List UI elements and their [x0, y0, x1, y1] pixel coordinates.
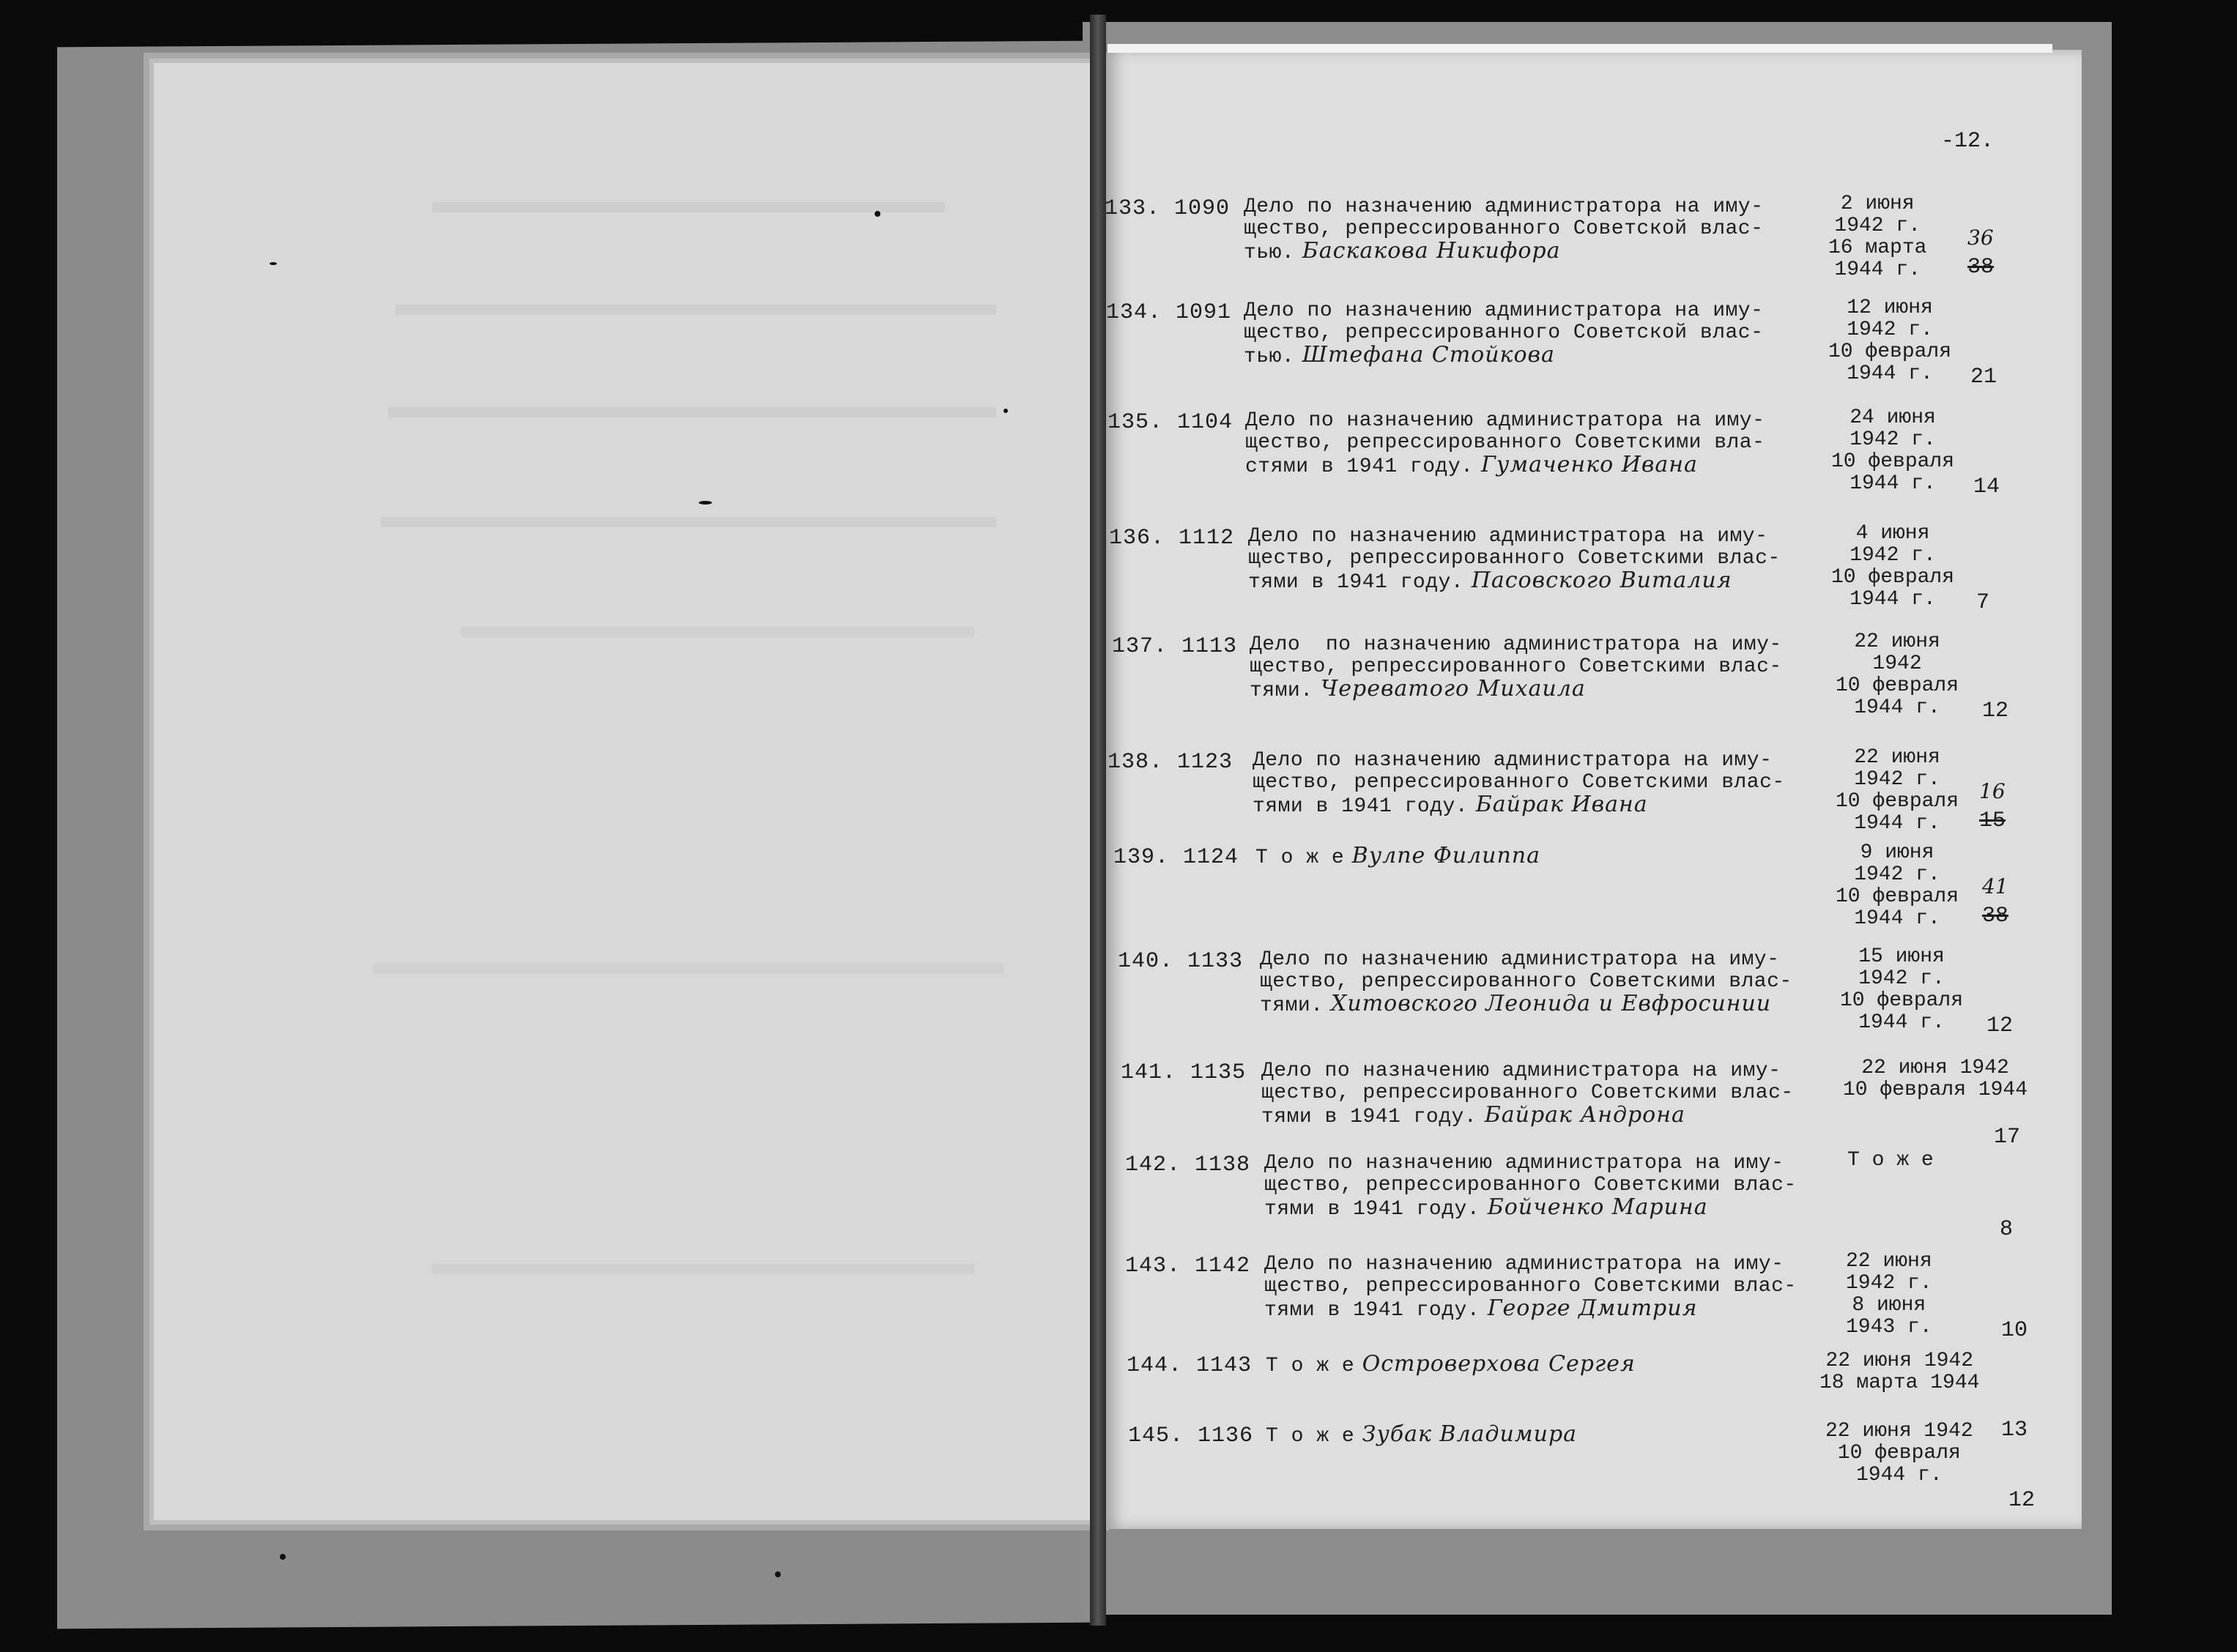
- description-line: стями в 1941 году.: [1245, 455, 1474, 478]
- entry-dates: 22 июня 1942 18 марта 1944: [1819, 1350, 1980, 1394]
- sheet-count: 12: [1986, 1013, 2014, 1038]
- description-line: щество, репрессированного Советскими влас-: [1248, 547, 1781, 570]
- description-line: щество, репрессированного Советскими влас-: [1253, 771, 1785, 794]
- sheet-count: 7: [1976, 590, 1990, 615]
- sheet-count-struck: 38: [1982, 904, 2009, 929]
- sheet-count-struck: 38: [1967, 255, 1995, 280]
- description-line: Дело по назначению администратора на иму-: [1244, 299, 1764, 322]
- entry-description: [1250, 634, 1782, 702]
- handwritten-name: Пасовского Виталия: [1463, 568, 1732, 593]
- sheet-count: 21: [1970, 365, 1997, 390]
- ink-speck: [875, 211, 880, 217]
- description-line: щество, репрессированного Советской влас-: [1244, 217, 1764, 240]
- description-line: Дело по назначению администратора на иму-: [1248, 525, 1768, 548]
- description-line: Дело по назначению администратора на иму-: [1261, 1060, 1781, 1082]
- sheet-count-corrected: 36: [1967, 226, 1994, 250]
- ink-speck: [699, 501, 712, 505]
- entry-number: 143. 1142: [1125, 1254, 1251, 1279]
- entry-number: 134. 1091: [1106, 300, 1232, 325]
- sheet-count: 13: [2001, 1418, 2028, 1443]
- entry-number: 137. 1113: [1112, 634, 1238, 659]
- handwritten-name: Байрак Ивана: [1468, 792, 1648, 817]
- entry-description: [1261, 1060, 1794, 1128]
- entry-dates: 22 июня 1942 10 февраля 1944: [1843, 1057, 2028, 1101]
- description-line: Дело по назначению администратора на иму-: [1264, 1152, 1784, 1175]
- entry-number: 136. 1112: [1109, 526, 1235, 551]
- entry-dates: 2 июня 1942 г. 16 марта 1944 г.: [1828, 193, 1927, 281]
- sheet-count: 12: [2008, 1488, 2036, 1513]
- book-spine: [1090, 15, 1106, 1626]
- ink-speck: [280, 1554, 286, 1560]
- entry-dates: 9 июня 1942 г. 10 февраля 1944 г.: [1836, 841, 1959, 930]
- ink-speck: [775, 1571, 781, 1577]
- description-line: Дело по назначению администратора на иму-: [1245, 409, 1765, 432]
- description-line: Т о ж е: [1266, 1355, 1355, 1377]
- description-line: щество, репрессированного Советскими вла-: [1245, 431, 1765, 454]
- handwritten-name: Георге Дмитрия: [1480, 1295, 1698, 1321]
- description-line: тями в 1941 году.: [1264, 1299, 1480, 1322]
- description-line: щество, репрессированного Советскими влас-: [1260, 970, 1792, 993]
- handwritten-name: Череватого Михаила: [1313, 676, 1586, 702]
- handwritten-name: Гумаченко Ивана: [1473, 452, 1698, 477]
- entry-number: 140. 1133: [1118, 949, 1244, 974]
- sheet-count: 12: [1982, 699, 2009, 723]
- entry-dates: 22 июня 1942 г. 10 февраля 1944 г.: [1836, 746, 1959, 835]
- description-line: Дело по назначению администратора на иму-: [1250, 633, 1782, 656]
- entry-dates: Т о ж е: [1847, 1149, 1934, 1172]
- entry-description: [1264, 1153, 1797, 1221]
- entry-description: [1248, 526, 1781, 594]
- ink-speck: [270, 262, 277, 265]
- entry-number: 141. 1135: [1121, 1060, 1247, 1085]
- handwritten-name: Хитовского Леонида и Евфросинии: [1323, 991, 1772, 1016]
- entry-number: 145. 1136: [1128, 1424, 1254, 1448]
- entry-number: 135. 1104: [1108, 410, 1233, 435]
- entry-dates: 22 июня 1942 10 февраля 1944 г.: [1825, 1420, 1973, 1487]
- entry-description: [1245, 410, 1765, 478]
- sheet-count-corrected: 41: [1982, 874, 2008, 898]
- description-line: тью.: [1244, 346, 1295, 368]
- entry-dates: 24 июня 1942 г. 10 февраля 1944 г.: [1831, 406, 1955, 495]
- entry-dates: 22 июня 1942 10 февраля 1944 г.: [1836, 630, 1959, 719]
- description-line: щество, репрессированного Советскими влас-: [1264, 1174, 1797, 1197]
- sheet-count: 8: [2000, 1217, 2014, 1242]
- entry-description: [1253, 750, 1785, 818]
- entry-number: 138. 1123: [1108, 750, 1233, 775]
- handwritten-name: Баскакова Никифора: [1294, 238, 1561, 264]
- left-page-blank: [154, 63, 1099, 1520]
- entry-dates: 4 июня 1942 г. 10 февраля 1944 г.: [1831, 522, 1955, 611]
- page-edge: [1108, 44, 2052, 53]
- handwritten-name: Зубак Владимира: [1354, 1421, 1578, 1447]
- description-line: тями.: [1250, 680, 1313, 702]
- description-line: тями в 1941 году.: [1253, 795, 1469, 818]
- entry-description: [1255, 845, 1540, 869]
- entry-dates: 15 июня 1942 г. 10 февраля 1944 г.: [1840, 945, 1964, 1034]
- entry-description: [1266, 1421, 1578, 1448]
- description-line: тью.: [1244, 242, 1295, 264]
- handwritten-name: Байрак Андрона: [1477, 1102, 1685, 1128]
- page-number: -12.: [1941, 129, 1995, 154]
- description-line: щество, репрессированного Советскими влас-: [1250, 655, 1782, 678]
- entry-number: 139. 1124: [1113, 845, 1239, 870]
- sheet-count-corrected: 16: [1979, 779, 2006, 803]
- description-line: тями в 1941 году.: [1248, 571, 1464, 594]
- entry-number: 142. 1138: [1125, 1153, 1251, 1177]
- sheet-count: 17: [1994, 1125, 2021, 1150]
- entry-dates: 22 июня 1942 г. 8 июня 1943 г.: [1846, 1250, 1932, 1339]
- sheet-count: 10: [2001, 1318, 2028, 1343]
- entry-number: 144. 1143: [1127, 1353, 1253, 1378]
- entry-description: [1266, 1353, 1636, 1377]
- description-line: Дело по назначению администратора на иму-: [1253, 749, 1773, 772]
- description-line: тями в 1941 году.: [1264, 1198, 1480, 1221]
- entry-description: [1244, 300, 1763, 368]
- description-line: щество, репрессированного Советскими влас-: [1261, 1082, 1794, 1104]
- description-line: Дело по назначению администратора на иму-: [1264, 1253, 1784, 1276]
- entry-description: [1264, 1254, 1797, 1322]
- description-line: щество, репрессированного Советскими влас-: [1264, 1275, 1797, 1298]
- handwritten-name: Вулпе Филиппа: [1344, 843, 1540, 868]
- sheet-count: 14: [1973, 475, 2000, 499]
- description-line: Т о ж е: [1255, 847, 1345, 869]
- handwritten-name: Островерхова Сергея: [1354, 1351, 1636, 1377]
- entry-description: [1260, 949, 1792, 1017]
- description-line: Дело по назначению администратора на иму-: [1244, 196, 1764, 218]
- description-line: Т о ж е: [1266, 1425, 1355, 1448]
- description-line: щество, репрессированного Советской влас-: [1244, 321, 1764, 344]
- entry-number: 133. 1090: [1105, 196, 1231, 221]
- description-line: тями.: [1260, 994, 1324, 1017]
- entry-description: [1244, 196, 1763, 264]
- ink-speck: [1004, 409, 1008, 413]
- sheet-count-struck: 15: [1979, 808, 2006, 833]
- entry-dates: 12 июня 1942 г. 10 февраля 1944 г.: [1828, 297, 1952, 385]
- description-line: тями в 1941 году.: [1261, 1106, 1477, 1128]
- handwritten-name: Штефана Стойкова: [1294, 342, 1555, 368]
- handwritten-name: Бойченко Марина: [1480, 1194, 1708, 1220]
- description-line: Дело по назначению администратора на иму-: [1260, 948, 1780, 971]
